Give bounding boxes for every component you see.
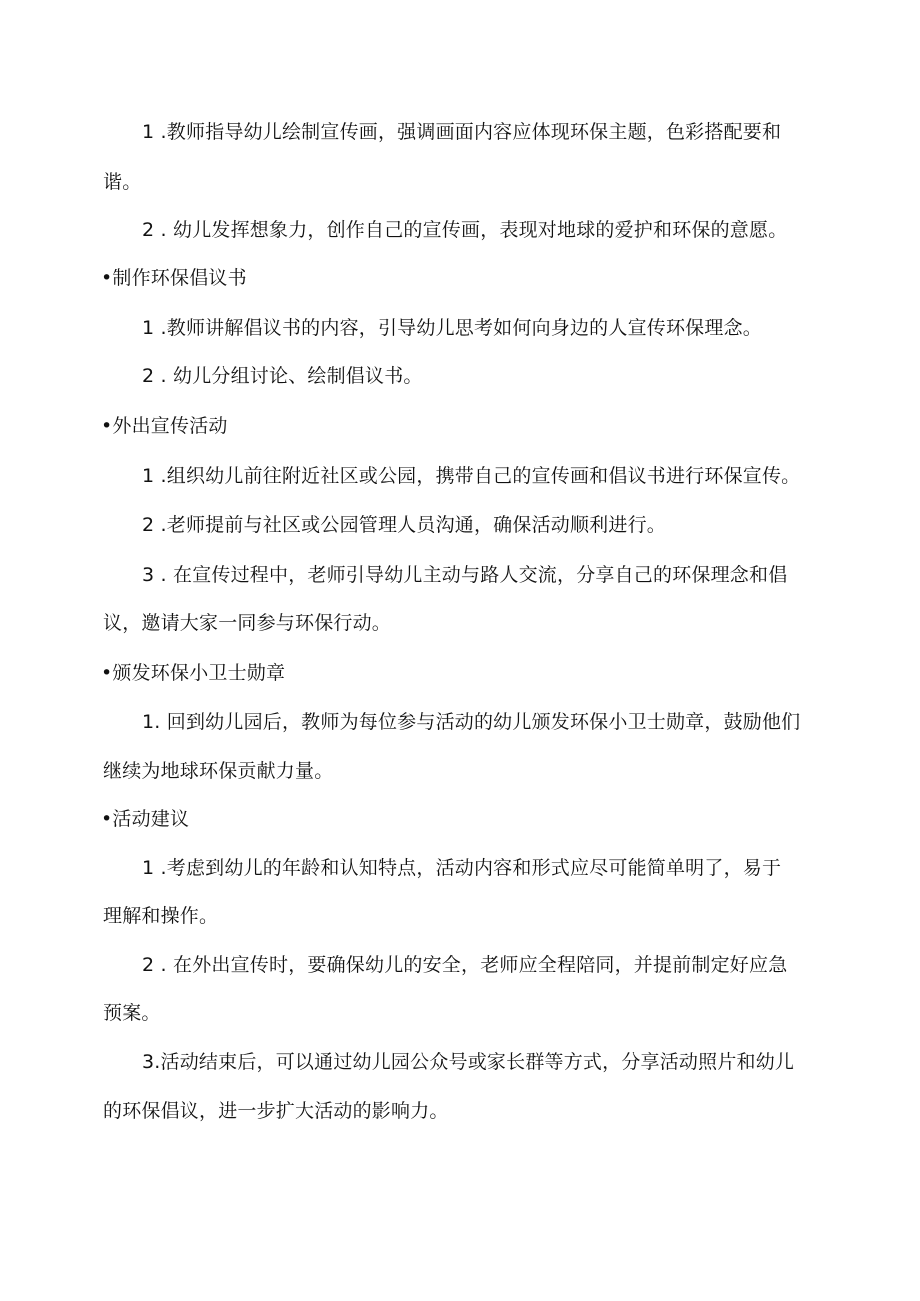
text-line: 预案。 [103, 1002, 161, 1024]
text-line: 2 . 在外出宣传时，要确保幼儿的安全，老师应全程陪同，并提前制定好应急 [142, 954, 788, 976]
text-line: 谐。 [103, 171, 142, 193]
text-line: 1 .教师讲解倡议书的内容，引导幼儿思考如何向身边的人宣传环保理念。 [142, 317, 762, 339]
text-line: 1. 回到幼儿园后，教师为每位参与活动的幼儿颁发环保小卫士勋章，鼓励他们 [142, 711, 801, 733]
text-line: 继续为地球环保贡献力量。 [103, 760, 334, 782]
text-line: 3 . 在宣传过程中，老师引导幼儿主动与路人交流，分享自己的环保理念和倡 [142, 564, 788, 586]
text-line: 1 .教师指导幼儿绘制宣传画，强调画面内容应体现环保主题，色彩搭配要和 [142, 121, 782, 143]
section-heading: •外出宣传活动 [101, 415, 228, 437]
section-heading: •颁发环保小卫士勋章 [101, 662, 286, 684]
text-line: 2 . 幼儿分组讨论、绘制倡议书。 [142, 365, 423, 387]
text-line: 1 .组织幼儿前往附近社区或公园，携带自己的宣传画和倡议书进行环保宣传。 [142, 465, 801, 487]
section-heading: •制作环保倡议书 [101, 267, 247, 289]
text-line: 2 .老师提前与社区或公园管理人员沟通，确保活动顺利进行。 [142, 514, 666, 536]
text-line: 的环保倡议，进一步扩大活动的影响力。 [103, 1100, 449, 1122]
text-line: 议，邀请大家一同参与环保行动。 [103, 612, 392, 634]
text-line: 1 .考虑到幼儿的年龄和认知特点，活动内容和形式应尽可能简单明了，易于 [142, 857, 782, 879]
section-heading: •活动建议 [101, 808, 190, 830]
text-line: 3.活动结束后，可以通过幼儿园公众号或家长群等方式，分享活动照片和幼儿 [142, 1051, 795, 1073]
text-line: 理解和操作。 [103, 905, 219, 927]
text-line: 2 . 幼儿发挥想象力，创作自己的宣传画，表现对地球的爱护和环保的意愿。 [142, 219, 788, 241]
